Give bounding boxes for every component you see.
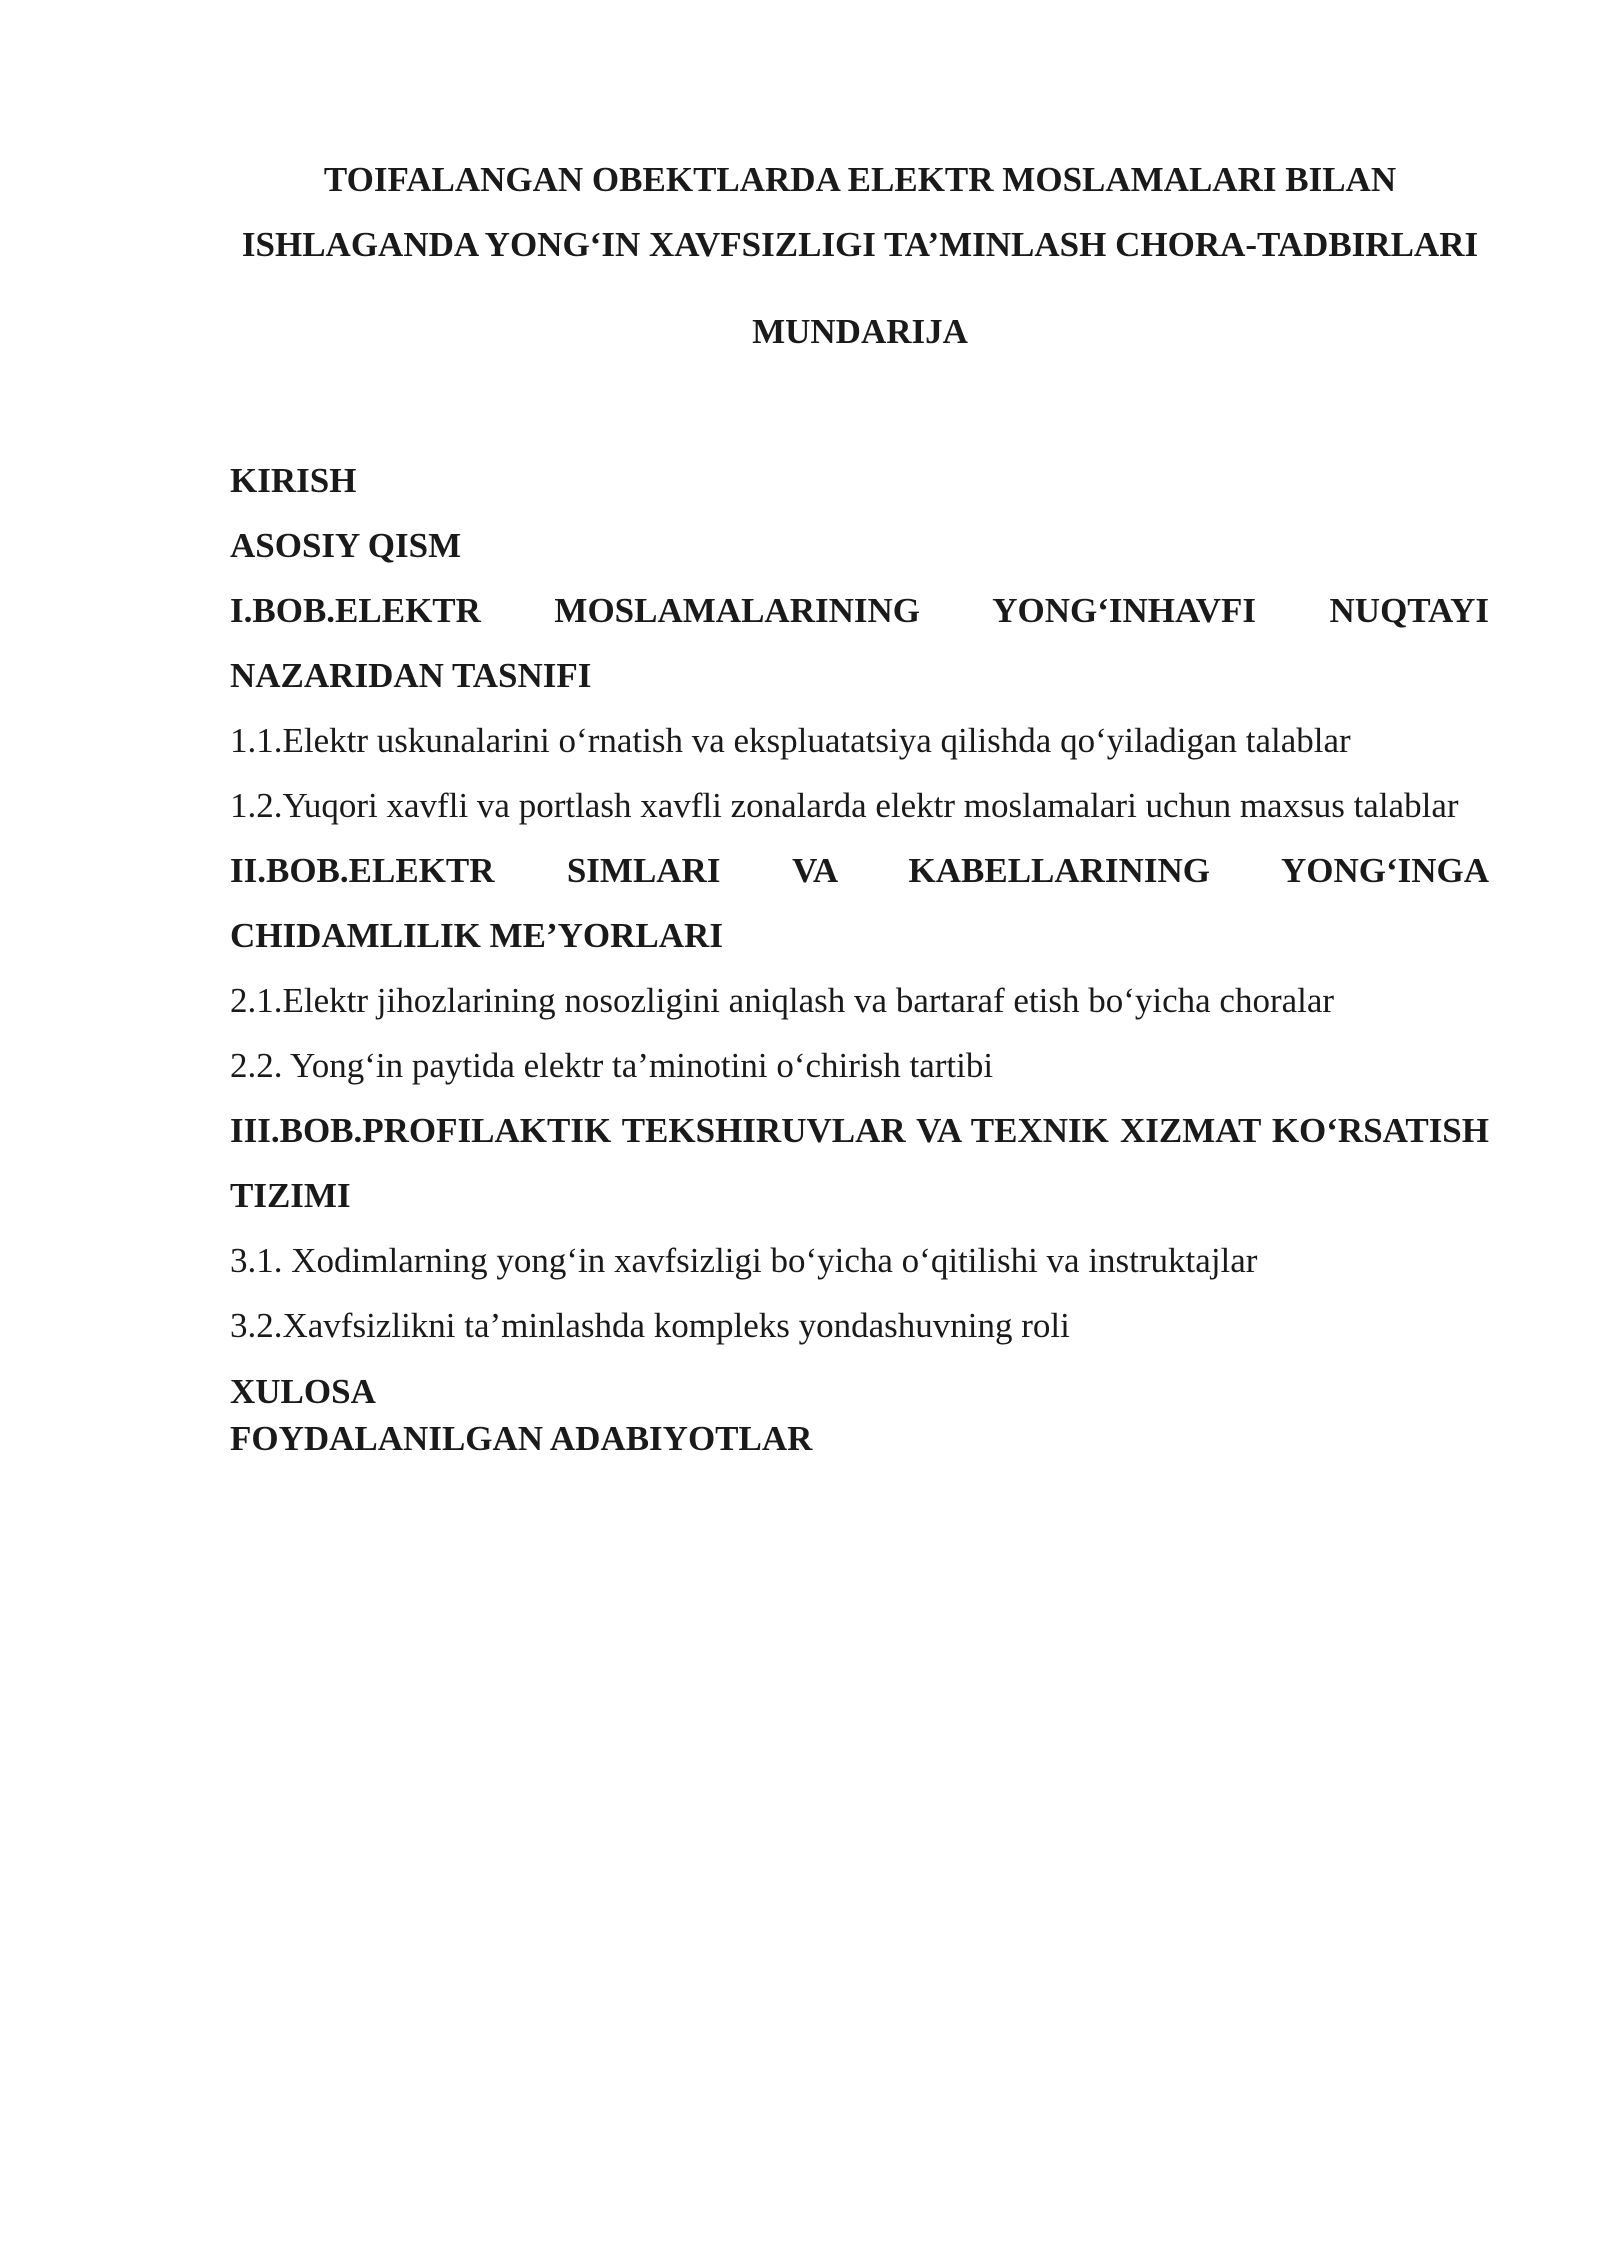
toc-entry-section-1-1: 1.1.Elektr uskunalarini o‘rnatish va ekspluatatsiya qilishda qo‘yiladigan talablar — [230, 721, 1351, 760]
title-block — [230, 147, 1490, 364]
toc-entry-references: FOYDALANILGAN ADABIYOTLAR — [230, 1419, 813, 1458]
document-title: TOIFALANGAN OBEKTLARDA ELEKTR MOSLAMALARI BILAN ISHLAGANDA YONG‘IN XAVFSIZLIGI TA’MINLASH CHORA-TADBIRLARI — [241, 160, 1479, 264]
toc-entry-chapter-2: II.BOB.ELEKTR SIMLARI VA KABELLARINING YONG‘INGA CHIDAMLILIK ME’YORLARI — [230, 851, 1489, 955]
toc-entry-section-1-2: 1.2.Yuqori xavfli va portlash xavfli zonalarda elektr moslamalari uchun maxsus talablar — [230, 786, 1459, 825]
toc-entry-introduction: KIRISH — [230, 461, 357, 500]
table-of-contents — [230, 448, 1489, 1462]
toc-entry-section-2-2: 2.2. Yong‘in paytida elektr ta’minotini o‘chirish tartibi — [230, 1046, 994, 1085]
toc-entry-section-2-1: 2.1.Elektr jihozlarining nosozligini aniqlash va bartaraf etish bo‘yicha choralar — [230, 981, 1335, 1020]
toc-entry-chapter-1: I.BOB.ELEKTR MOSLAMALARINING YONG‘INHAVFI NUQTAYI NAZARIDAN TASNIFI — [230, 591, 1489, 695]
toc-entry-main-part: ASOSIY QISM — [230, 526, 462, 565]
toc-heading: MUNDARIJA — [752, 312, 968, 351]
toc-entry-conclusion: XULOSA — [230, 1372, 376, 1411]
toc-entry-section-3-2: 3.2.Xavfsizlikni ta’minlashda kompleks yondashuvning roli — [230, 1306, 1070, 1345]
toc-entry-section-3-1: 3.1. Xodimlarning yong‘in xavfsizligi bo‘yicha o‘qitilishi va instruktajlar — [230, 1241, 1258, 1280]
toc-entry-chapter-3: III.BOB.PROFILAKTIK TEKSHIRUVLAR VA TEXNIK XIZMAT KO‘RSATISH TIZIMI — [230, 1111, 1489, 1215]
